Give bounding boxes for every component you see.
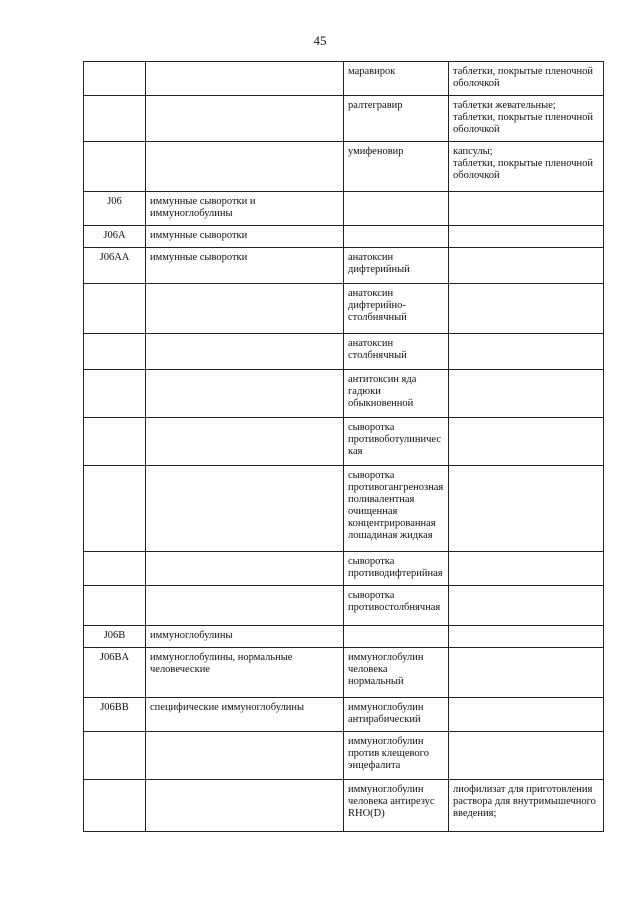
table-row [84, 698, 604, 732]
dosage-form-cell [449, 284, 604, 334]
atc-code-cell [84, 780, 146, 832]
dosage-form-cell: таблетки жевательные; таблетки, покрытые пленочной оболочкой [449, 96, 604, 142]
atc-group-cell [146, 466, 344, 552]
atc-code-cell [84, 466, 146, 552]
dosage-form-cell [449, 698, 604, 732]
atc-group-cell [146, 142, 344, 192]
drug-table [83, 61, 604, 832]
atc-code-cell: J06A [84, 226, 146, 248]
atc-code-cell: J06BA [84, 648, 146, 698]
table-row [84, 586, 604, 626]
table-row [84, 142, 604, 192]
atc-group-cell [146, 96, 344, 142]
atc-group-cell: иммуноглобулины, нормальные человеческие [146, 648, 344, 698]
atc-group-cell [146, 62, 344, 96]
dosage-form-cell: капсулы; таблетки, покрытые пленочной оболочкой [449, 142, 604, 192]
atc-group-cell [146, 780, 344, 832]
table-row [84, 418, 604, 466]
dosage-form-cell [449, 586, 604, 626]
dosage-form-cell [449, 626, 604, 648]
drug-name-cell: иммуноглобулин антирабический [344, 698, 449, 732]
atc-code-cell: J06AA [84, 248, 146, 284]
drug-name-cell: сыворотка противоботулиничес кая [344, 418, 449, 466]
drug-name-cell: сыворотка противодифтерийная [344, 552, 449, 586]
table-row [84, 466, 604, 552]
atc-group-cell [146, 370, 344, 418]
drug-name-cell: анатоксин дифтерийный [344, 248, 449, 284]
atc-group-cell [146, 586, 344, 626]
atc-code-cell [84, 418, 146, 466]
drug-name-cell: иммуноглобулин против клещевого энцефалита [344, 732, 449, 780]
page-number: 45 [313, 33, 327, 48]
dosage-form-cell [449, 418, 604, 466]
dosage-form-cell [449, 648, 604, 698]
atc-code-cell [84, 334, 146, 370]
drug-name-cell [344, 626, 449, 648]
table-row [84, 732, 604, 780]
atc-code-cell [84, 552, 146, 586]
atc-group-cell: иммуноглобулины [146, 626, 344, 648]
drug-name-cell: ралтегравир [344, 96, 449, 142]
table-row [84, 780, 604, 832]
drug-name-cell: иммуноглобулин человека нормальный [344, 648, 449, 698]
atc-code-cell [84, 284, 146, 334]
drug-name-cell: маравирок [344, 62, 449, 96]
atc-group-cell [146, 552, 344, 586]
table-row [84, 626, 604, 648]
atc-code-cell [84, 142, 146, 192]
atc-group-cell [146, 334, 344, 370]
atc-code-cell [84, 370, 146, 418]
atc-code-cell [84, 62, 146, 96]
atc-group-cell [146, 418, 344, 466]
table-row [84, 248, 604, 284]
atc-code-cell: J06B [84, 626, 146, 648]
drug-name-cell: сыворотка противостолбнячная [344, 586, 449, 626]
dosage-form-cell [449, 370, 604, 418]
drug-name-cell [344, 226, 449, 248]
table-row [84, 648, 604, 698]
dosage-form-cell [449, 226, 604, 248]
atc-code-cell [84, 96, 146, 142]
drug-name-cell: иммуноглобулин человека антирезус RHO(D) [344, 780, 449, 832]
atc-group-cell [146, 732, 344, 780]
dosage-form-cell [449, 732, 604, 780]
atc-code-cell: J06 [84, 192, 146, 226]
atc-code-cell [84, 586, 146, 626]
dosage-form-cell [449, 192, 604, 226]
atc-group-cell [146, 284, 344, 334]
dosage-form-cell: таблетки, покрытые пленочной оболочкой [449, 62, 604, 96]
table-row [84, 370, 604, 418]
drug-name-cell [344, 192, 449, 226]
table-row [84, 96, 604, 142]
atc-code-cell: J06BB [84, 698, 146, 732]
table-row [84, 552, 604, 586]
table-row [84, 62, 604, 96]
table-row [84, 334, 604, 370]
atc-group-cell: иммунные сыворотки и иммуноглобулины [146, 192, 344, 226]
dosage-form-cell [449, 466, 604, 552]
dosage-form-cell [449, 552, 604, 586]
dosage-form-cell: лиофилизат для приготовления раствора для внутримышечного введения; [449, 780, 604, 832]
dosage-form-cell [449, 334, 604, 370]
table-row [84, 284, 604, 334]
table-row [84, 226, 604, 248]
table-row [84, 192, 604, 226]
atc-group-cell: специфические иммуноглобулины [146, 698, 344, 732]
drug-name-cell: умифеновир [344, 142, 449, 192]
drug-name-cell: анатоксин столбнячный [344, 334, 449, 370]
atc-group-cell: иммунные сыворотки [146, 226, 344, 248]
atc-group-cell: иммунные сыворотки [146, 248, 344, 284]
drug-name-cell: антитоксин яда гадюки обыкновенной [344, 370, 449, 418]
atc-code-cell [84, 732, 146, 780]
drug-name-cell: сыворотка противогангренозная поливалентная очищенная концентрированная лошадиная жидкая [344, 466, 449, 552]
drug-name-cell: анатоксин дифтерийно-столбнячный [344, 284, 449, 334]
dosage-form-cell [449, 248, 604, 284]
